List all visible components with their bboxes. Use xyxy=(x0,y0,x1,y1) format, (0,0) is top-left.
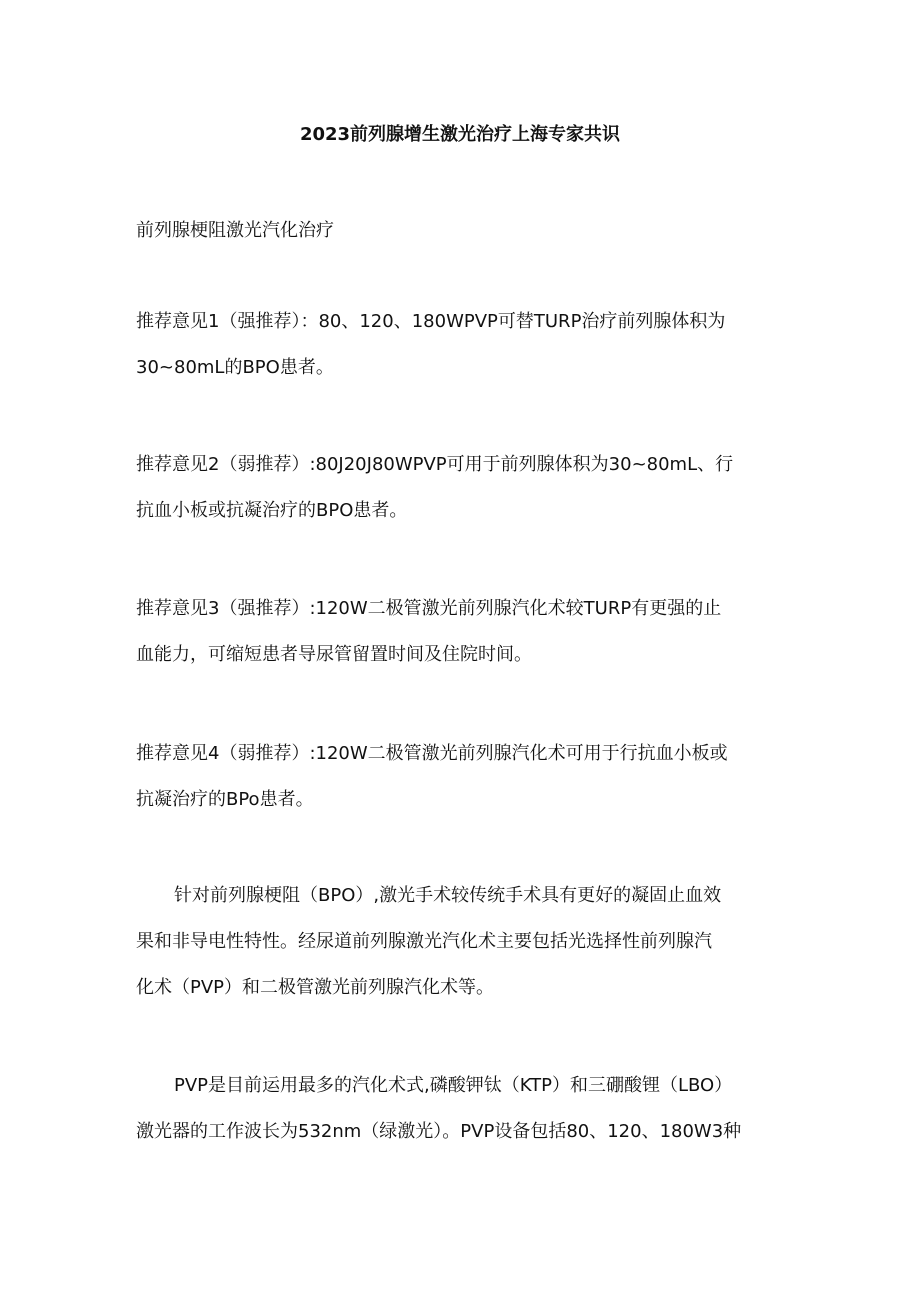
body-paragraph-2-line-1: PVP是目前运用最多的汽化术式,磷酸钾钛（KTP）和三硼酸锂（LBO） xyxy=(174,1075,733,1096)
recommendation-2 xyxy=(136,442,796,534)
recommendation-2-line-2: 抗血小板或抗凝治疗的BPO患者。 xyxy=(136,500,408,521)
document-title: 2023前列腺增生激光治疗上海专家共识 xyxy=(299,124,621,145)
recommendation-3 xyxy=(136,586,796,678)
body-paragraph-2-line-2: 激光器的工作波长为532nm（绿激光）。PVP设备包括80、120、180W3种 xyxy=(136,1121,742,1142)
recommendation-4-line-1: 推荐意见4（弱推荐）:120W二极管激光前列腺汽化术可用于行抗血小板或 xyxy=(136,743,728,764)
section-heading xyxy=(136,208,796,254)
recommendation-3-line-2: 血能力，可缩短患者导尿管留置时间及住院时间。 xyxy=(136,644,532,665)
recommendation-1-line-1: 推荐意见1（强推荐）：80、120、180WPVP可替TURP治疗前列腺体积为 xyxy=(136,311,726,332)
recommendation-4-line-2: 抗凝治疗的BPo患者。 xyxy=(136,789,314,810)
recommendation-3-line-1: 推荐意见3（强推荐）:120W二极管激光前列腺汽化术较TURP有更强的止 xyxy=(136,598,722,619)
body-paragraph-2 xyxy=(136,1063,796,1155)
body-paragraph-1 xyxy=(136,873,796,1011)
body-paragraph-1-line-2: 果和非导电性特性。经尿道前列腺激光汽化术主要包括光选择性前列腺汽 xyxy=(136,931,712,952)
recommendation-1 xyxy=(136,299,796,391)
body-paragraph-1-line-3: 化术（PVP）和二极管激光前列腺汽化术等。 xyxy=(136,977,495,998)
recommendation-2-line-1: 推荐意见2（弱推荐）:80J20J80WPVP可用于前列腺体积为30~80mL、行 xyxy=(136,454,734,475)
recommendation-1-line-2: 30~80mL的BPO患者。 xyxy=(136,357,334,378)
section-heading-text: 前列腺梗阻激光汽化治疗 xyxy=(136,220,334,241)
body-paragraph-1-line-1: 针对前列腺梗阻（BPO）,激光手术较传统手术具有更好的凝固止血效 xyxy=(174,885,722,906)
recommendation-4 xyxy=(136,731,796,823)
